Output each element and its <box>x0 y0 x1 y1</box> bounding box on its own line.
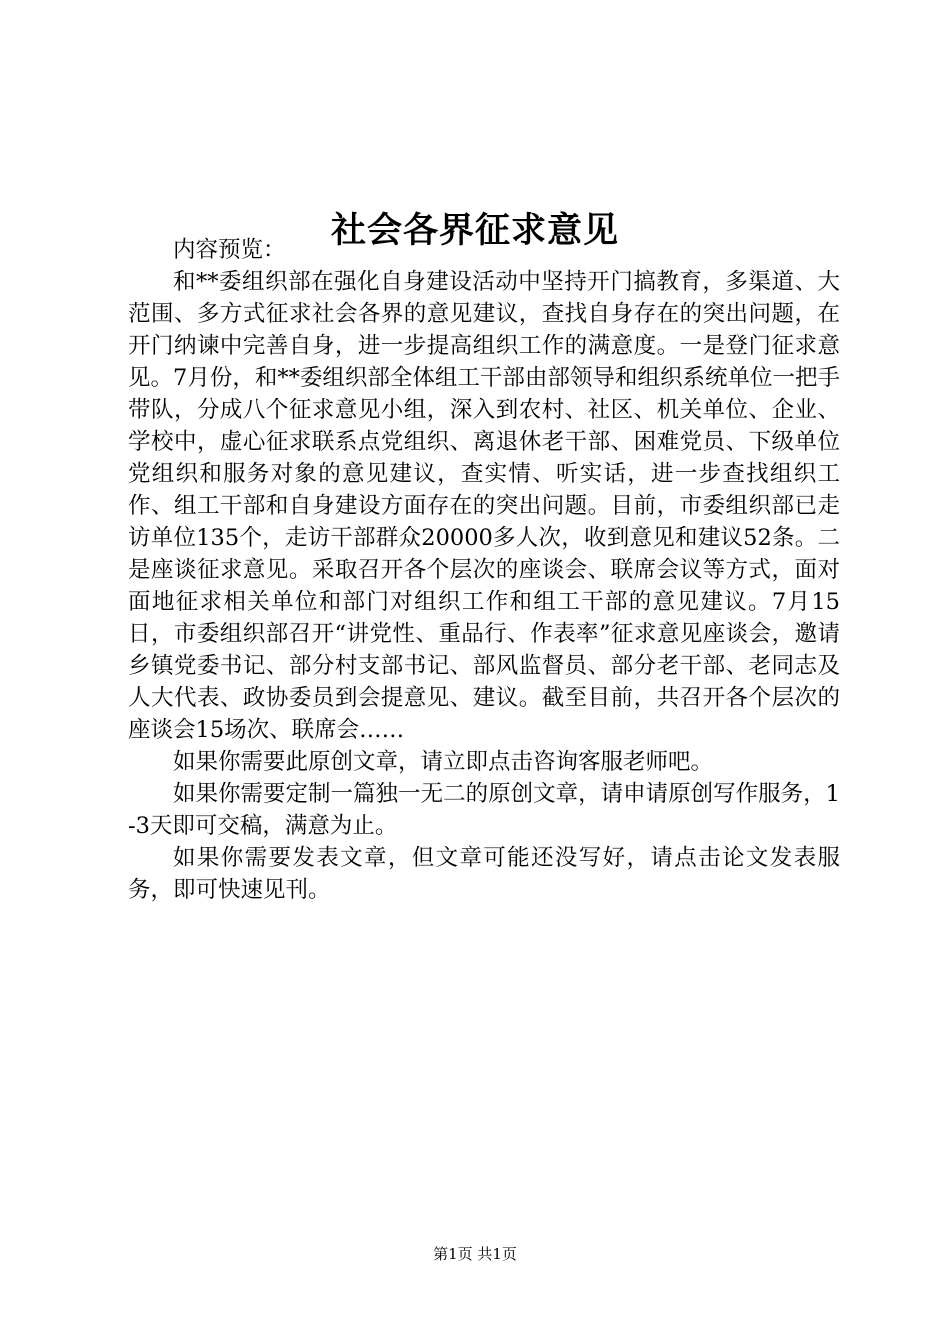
page-footer: 第1页 共1页 <box>433 1245 517 1263</box>
preview-label: 内容预览： <box>173 237 286 263</box>
consult-service-paragraph: 如果你需要此原创文章，请立即点击咨询客服老师吧。 <box>173 749 714 775</box>
publishing-service-paragraph: 如果你需要发表文章，但文章可能还没写好，请点击论文发表服务，即可快速见刊。 <box>128 845 840 903</box>
document-body <box>128 234 840 906</box>
preview-paragraph: 和**委组织部在强化自身建设活动中坚持开门搞教育，多渠道、大范围、多方式征求社会各界的意见建议，查找自身存在的突出问题，在开门纳谏中完善自身，进一步提高组织工作的满意度。一是登门征求意见。7月份，和**委组织部全体组工干部由部领导和组织系统单位一把手带队，分成八个征求意见小组，深入到农村、社区、机关单位、企业、学校中，虚心征求联系点党组织、离退休老干部、困难党员、下级单位党组织和服务对象的意见建议，查实情、听实话，进一步查找组织工作、组工干部和自身建设方面存在的突出问题。目前，市委组织部已走访单位135个，走访干部群众20000多人次，收到意见和建议52条。二是座谈征求意见。采取召开各个层次的座谈会、联席会议等方式，面对面地征求相关单位和部门对组织工作和组工干部的意见建议。7月15日，市委组织部召开“讲党性、重品行、作表率”征求意见座谈会，邀请乡镇党委书记、部分村支部书记、部风监督员、部分老干部、老同志及人大代表、政协委员到会提意见、建议。截至目前，共召开各个层次的座谈会15场次、联席会…… <box>128 269 840 743</box>
custom-writing-paragraph: 如果你需要定制一篇独一无二的原创文章，请申请原创写作服务，1-3天即可交稿，满意为止。 <box>128 781 840 839</box>
page-title: 社会各界征求意见 <box>330 210 619 252</box>
